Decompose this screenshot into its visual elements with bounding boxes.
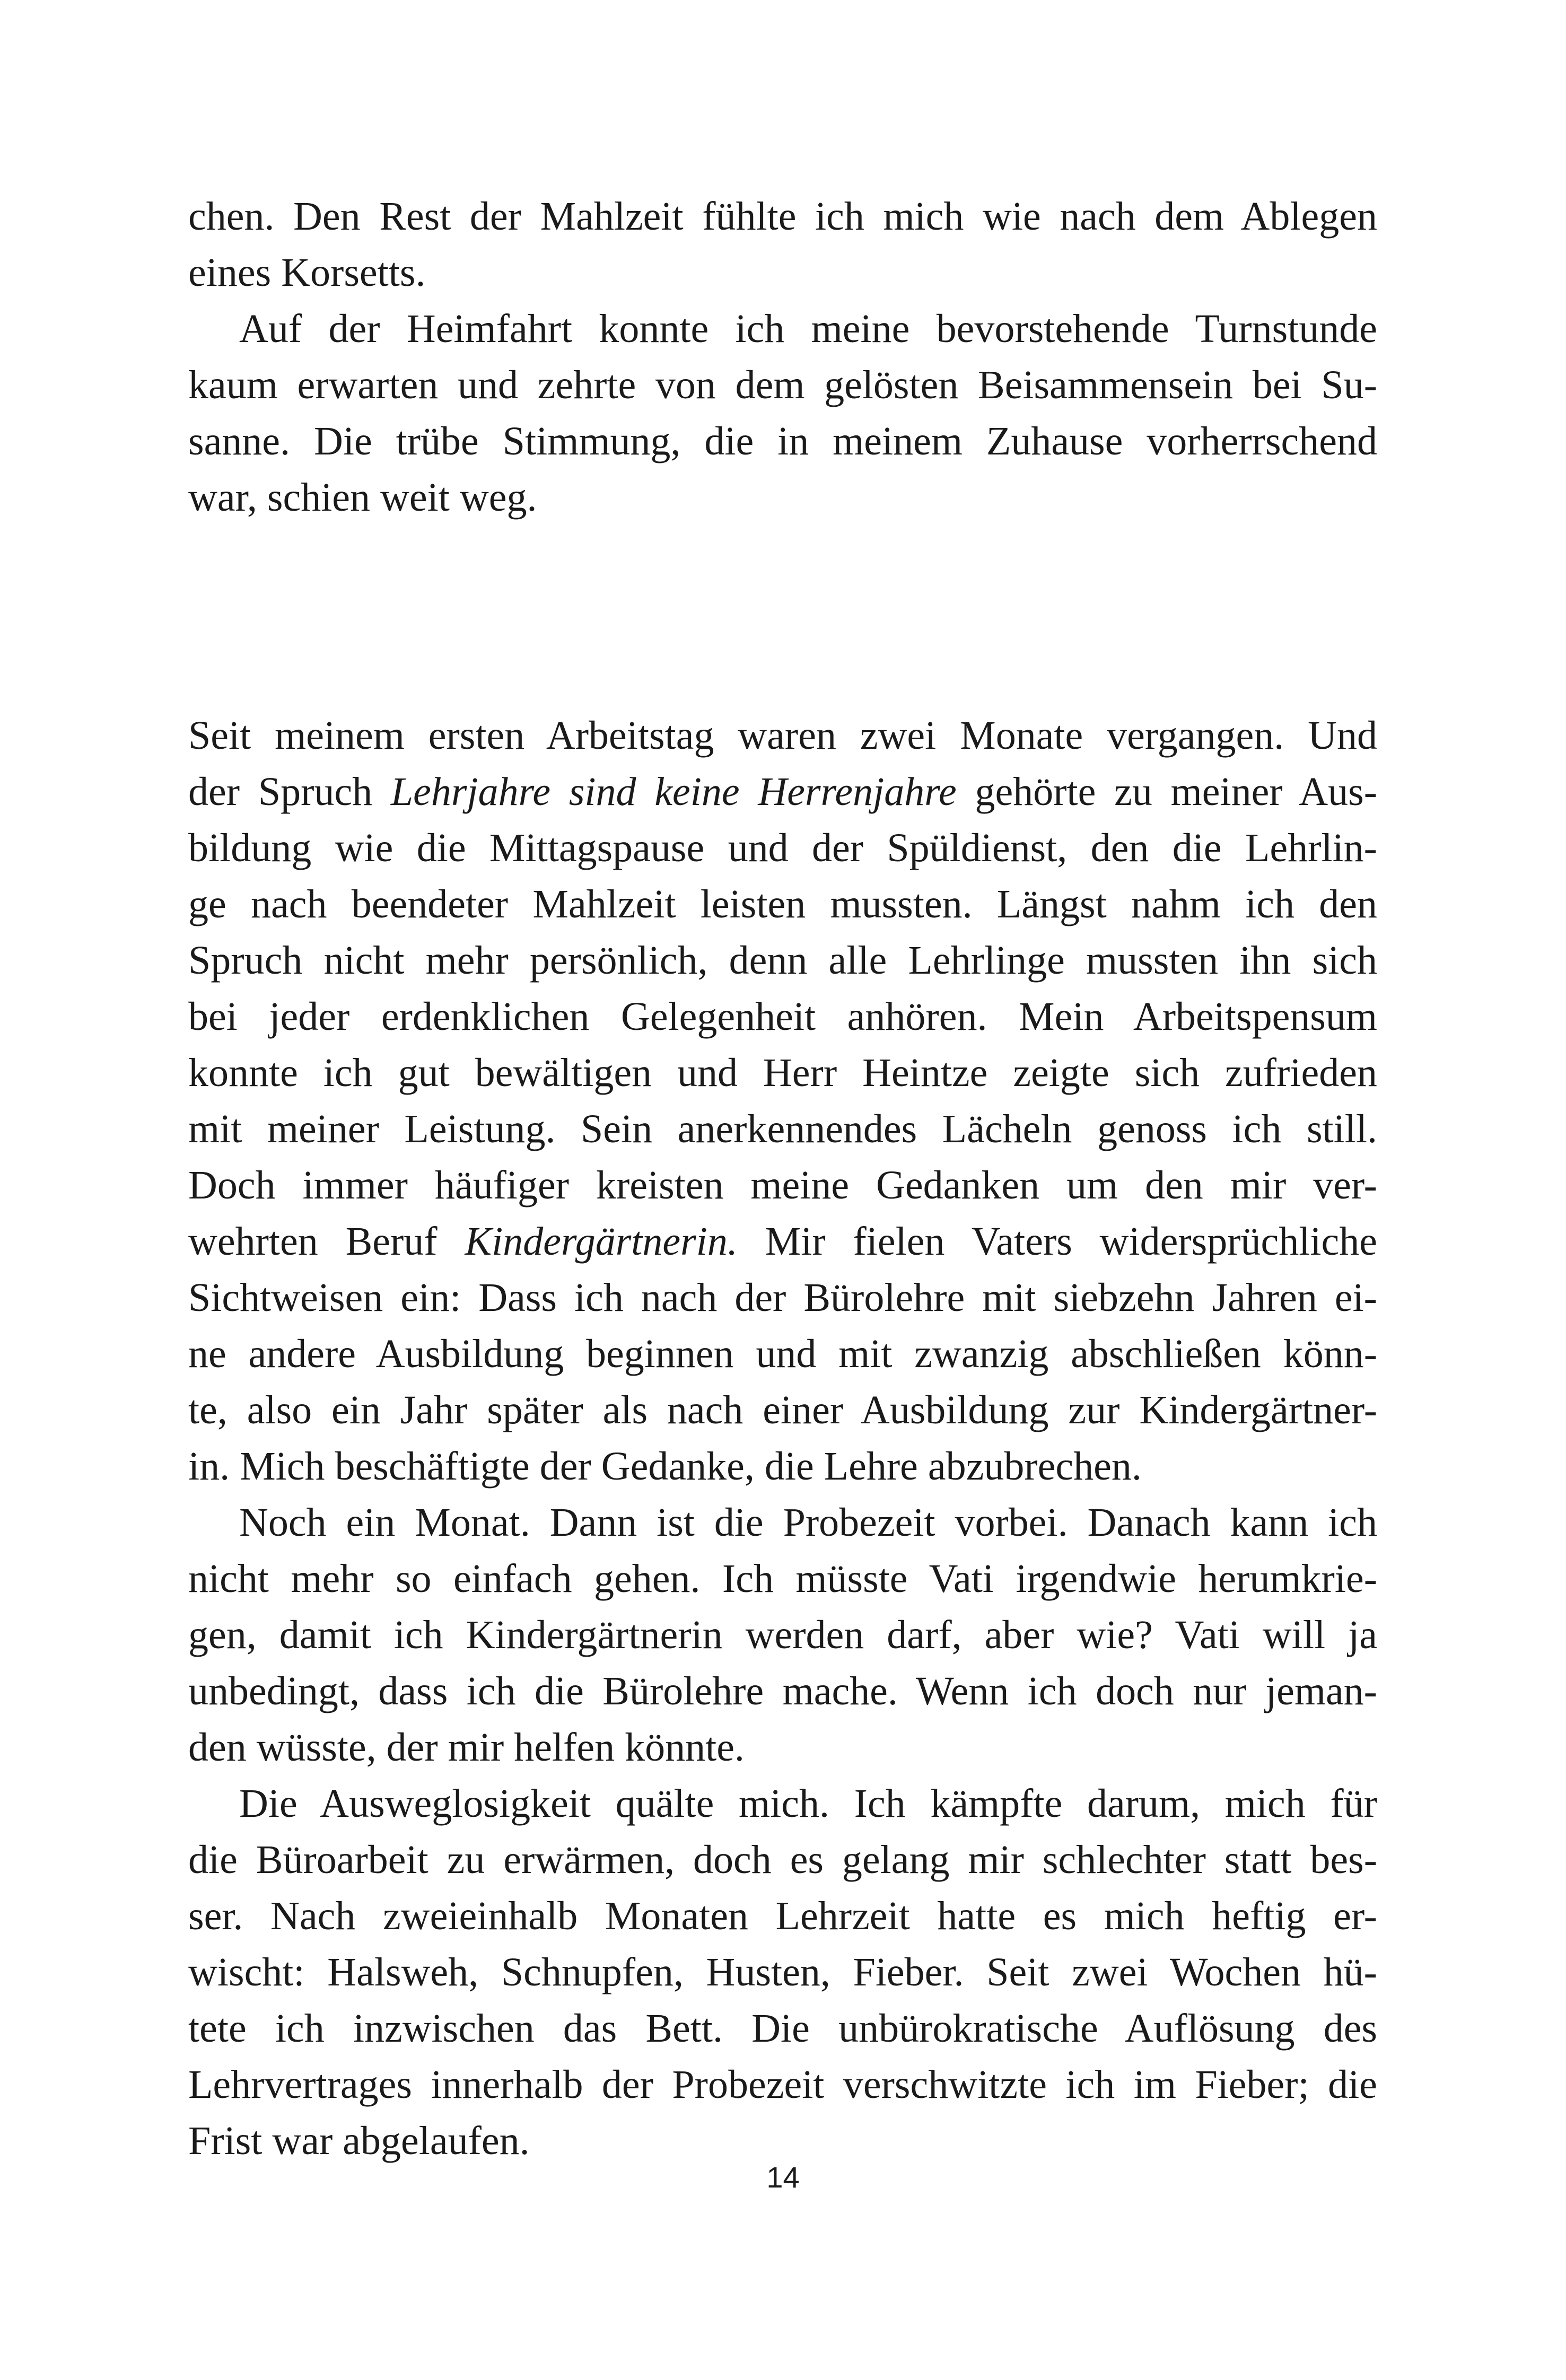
text-line: ge nach beendeter Mahlzeit leisten mussten. Längst nahm ich den [188, 882, 1377, 926]
text-line [188, 1213, 1377, 1270]
text-line: Die Ausweglosigkeit quälte mich. Ich kämpfte darum, mich für [239, 1781, 1377, 1826]
text-line: Spruch nicht mehr persönlich, denn alle Lehrlinge mussten ihn sich [188, 938, 1377, 983]
text-line: Sichtweisen ein: Dass ich nach der Bürolehre mit siebzehn Jahren ei- [188, 1275, 1377, 1320]
italic-phrase: Kindergärtnerin. [465, 1219, 738, 1264]
text-line: tete ich inzwischen das Bett. Die unbürokratische Auflösung des [188, 2006, 1377, 2051]
text-line: Auf der Heimfahrt konnte ich meine bevorstehende Turnstunde [239, 307, 1377, 351]
italic-phrase: Lehrjahre sind keine Herrenjahre [390, 769, 957, 814]
paragraph-2 [188, 301, 1377, 526]
page-number: 14 [766, 2160, 800, 2194]
text-line: bildung wie die Mittagspause und der Spüldienst, den die Lehrlin- [188, 826, 1377, 870]
text-line: kaum erwarten und zehrte von dem gelösten Beisammensein bei Su- [188, 363, 1377, 407]
text-run: wehrten Beruf [188, 1219, 465, 1264]
text-line: Seit meinem ersten Arbeitstag waren zwei Monate vergangen. Und [188, 713, 1377, 758]
paragraph-3 [188, 707, 1377, 1494]
paragraph-4 [188, 1494, 1377, 1775]
text-line: die Büroarbeit zu erwärmen, doch es gelang mir schlechter statt bes- [188, 1838, 1377, 1882]
text-line: Lehrvertrages innerhalb der Probezeit verschwitzte ich im Fieber; die [188, 2062, 1377, 2107]
text-line: den wüsste, der mir helfen könnte. [188, 1725, 745, 1770]
text-line: chen. Den Rest der Mahlzeit fühlte ich mich wie nach dem Ablegen [188, 194, 1377, 239]
text-line: ne andere Ausbildung beginnen und mit zwanzig abschließen könn- [188, 1332, 1377, 1376]
text-run: gehörte zu meiner Aus- [956, 769, 1378, 814]
text-line: te, also ein Jahr später als nach einer Ausbildung zur Kindergärtner- [188, 1388, 1377, 1432]
text-line: konnte ich gut bewältigen und Herr Heintze zeigte sich zufrieden [188, 1051, 1377, 1095]
text-line: gen, damit ich Kindergärtnerin werden darf, aber wie? Vati will ja [188, 1613, 1377, 1657]
text-line: unbedingt, dass ich die Bürolehre mache. Wenn ich doch nur jeman- [188, 1669, 1377, 1713]
text-line: war, schien weit weg. [188, 475, 537, 520]
text-line: nicht mehr so einfach gehen. Ich müsste Vati irgendwie herumkrie- [188, 1556, 1377, 1601]
text-line: in. Mich beschäftigte der Gedanke, die Lehre abzubrechen. [188, 1444, 1142, 1489]
text-line: sanne. Die trübe Stimmung, die in meinem Zuhause vorherrschend [188, 419, 1377, 463]
paragraph-5 [188, 1775, 1377, 2169]
text-run: der Spruch [188, 769, 391, 814]
text-line: ser. Nach zweieinhalb Monaten Lehrzeit hatte es mich heftig er- [188, 1894, 1377, 1938]
text-line: Noch ein Monat. Dann ist die Probezeit vorbei. Danach kann ich [239, 1500, 1377, 1545]
text-line: eines Korsetts. [188, 250, 426, 295]
text-line: bei jeder erdenklichen Gelegenheit anhören. Mein Arbeitspensum [188, 994, 1377, 1039]
text-run: Mir fielen Vaters widersprüchliche [737, 1219, 1377, 1264]
text-line: Frist war abgelaufen. [188, 2119, 530, 2163]
text-section-2 [188, 707, 1377, 2169]
text-line: wischt: Halsweh, Schnupfen, Husten, Fieber. Seit zwei Wochen hü- [188, 1950, 1377, 1994]
text-line: Doch immer häufiger kreisten meine Gedanken um den mir ver- [188, 1163, 1377, 1208]
text-line: mit meiner Leistung. Sein anerkennendes Lächeln genoss ich still. [188, 1107, 1377, 1151]
text-section-1 [188, 188, 1377, 526]
paragraph-1 [188, 188, 1377, 301]
text-line [188, 764, 1377, 820]
